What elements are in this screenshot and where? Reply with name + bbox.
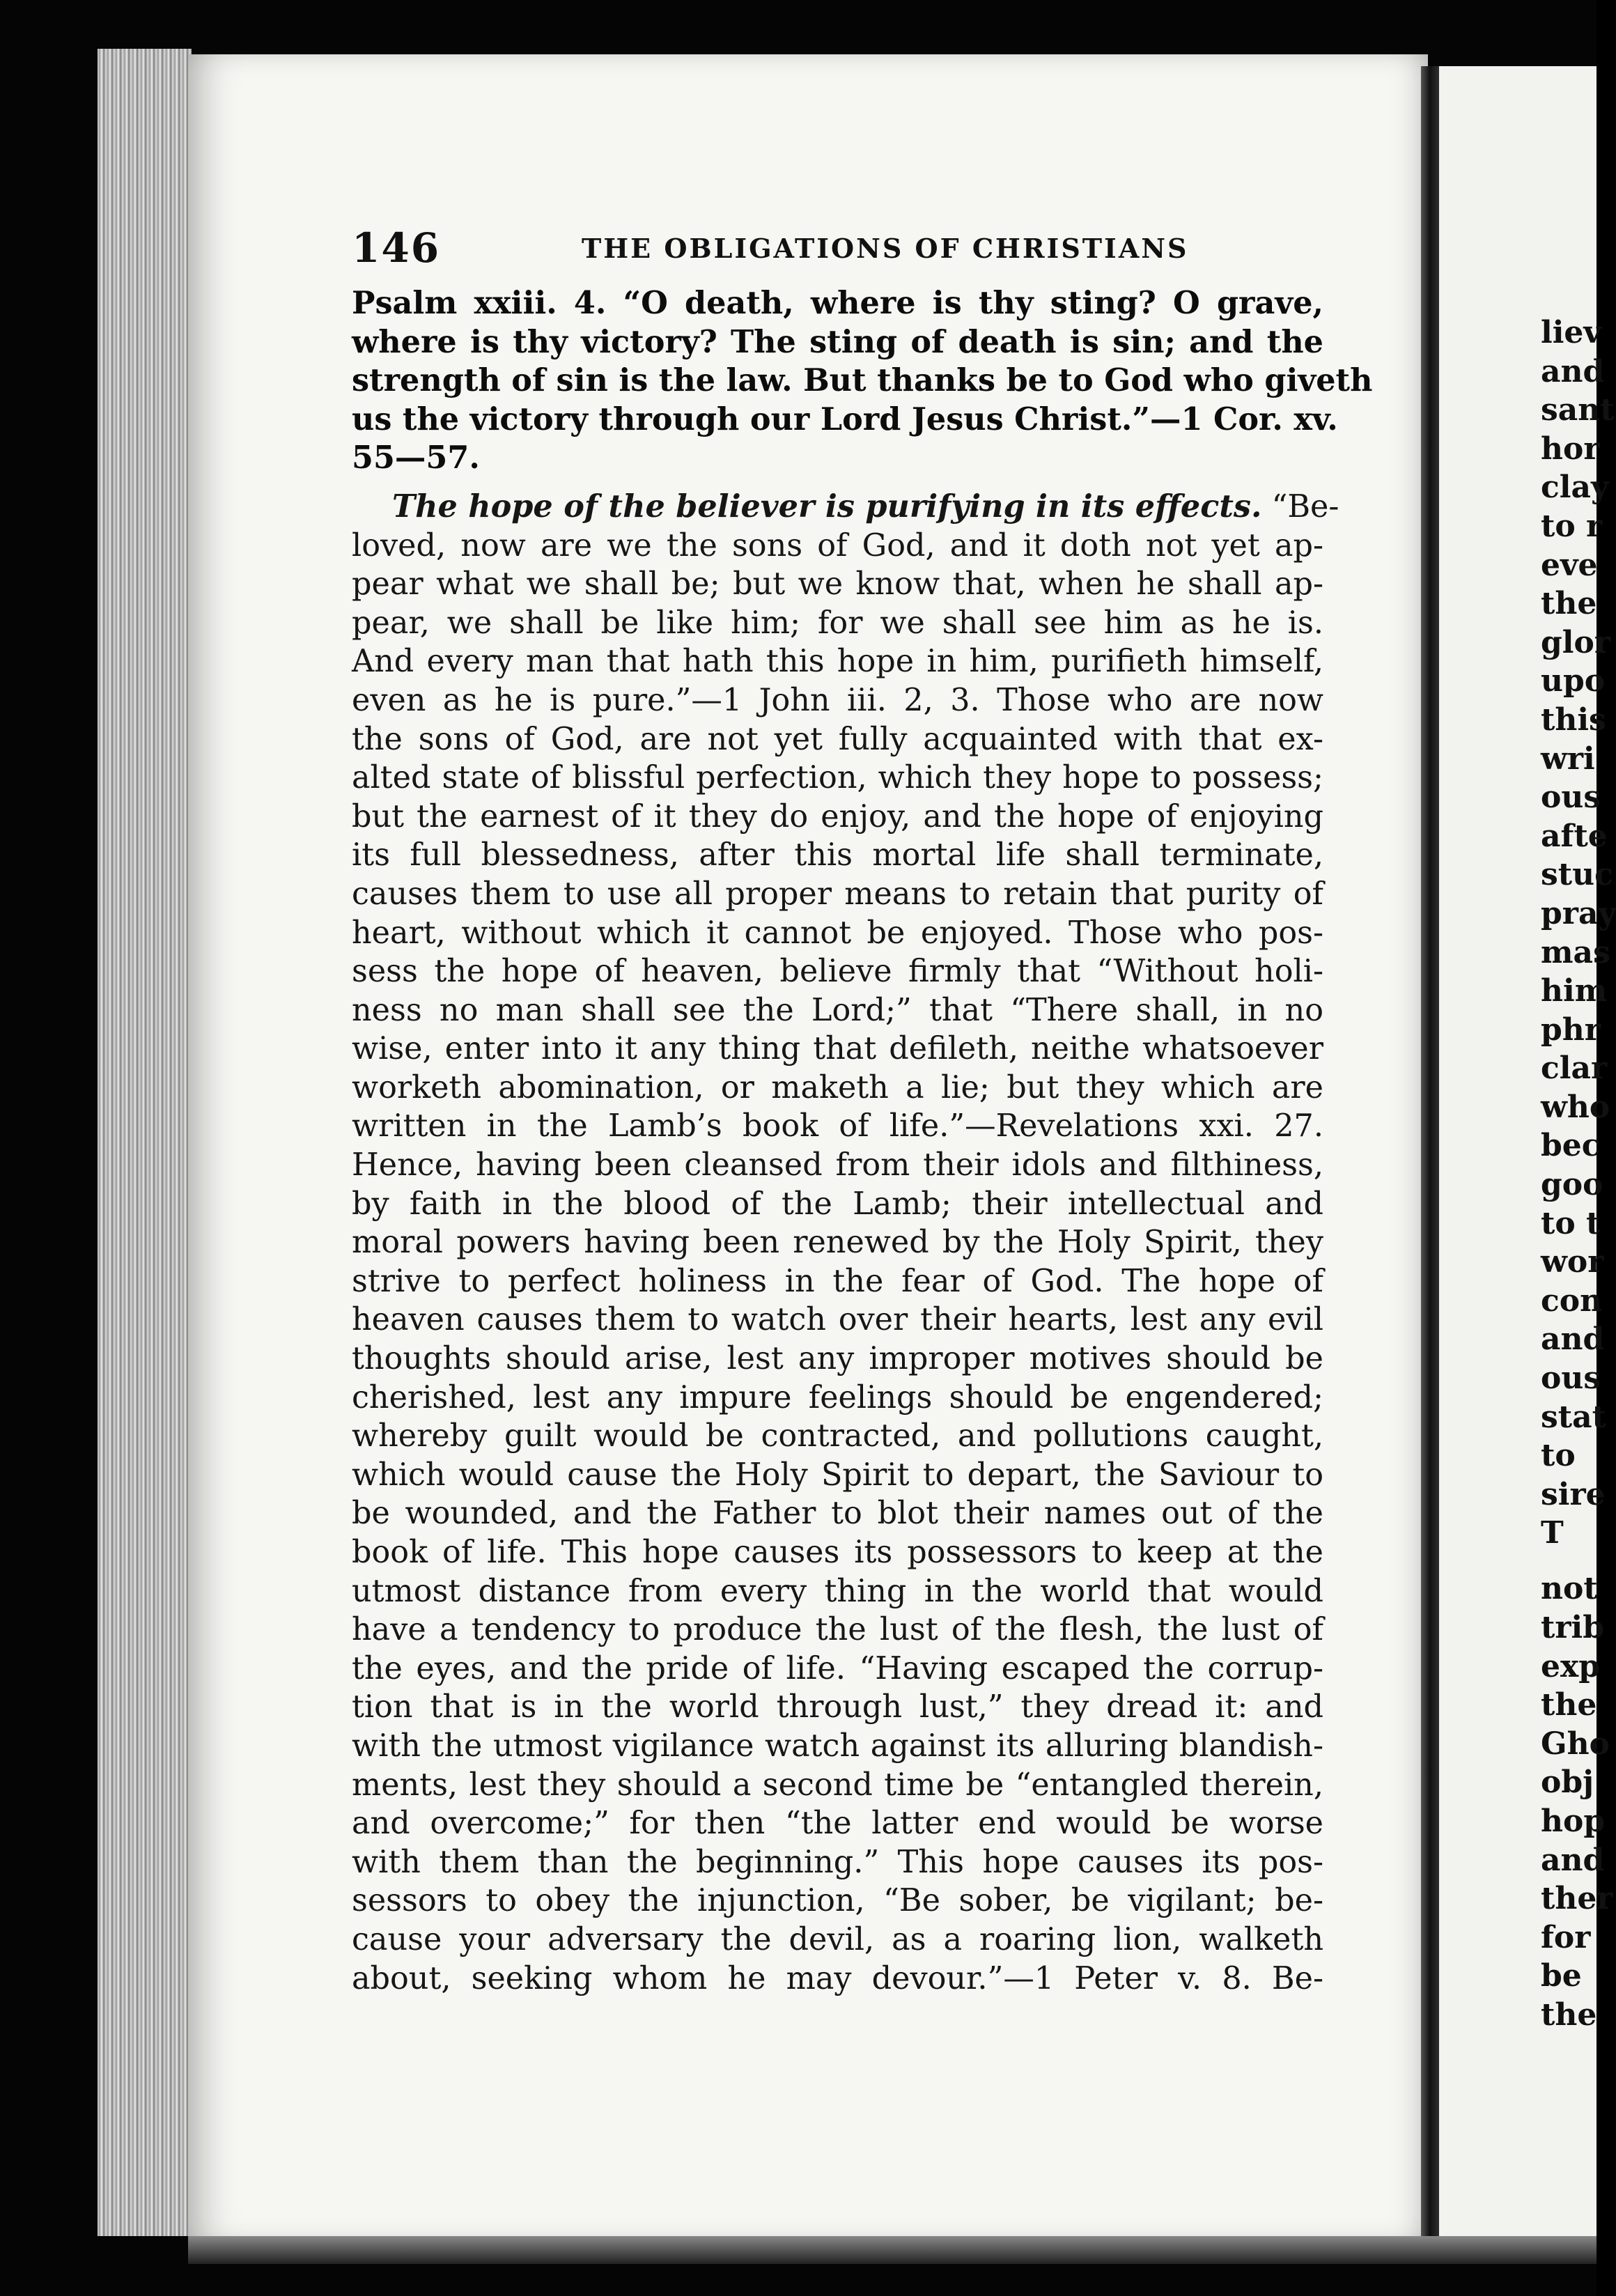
facing-page-fragment: liev xyxy=(1541,315,1601,350)
facing-page-fragment: the xyxy=(1541,586,1597,622)
text-line: by faith in the blood of the Lamb; their intellectual and xyxy=(352,1186,1323,1222)
facing-page-fragment: the xyxy=(1541,1687,1597,1723)
paragraph-first-line-rest: “Be- xyxy=(1271,488,1339,525)
text-line: have a tendency to produce the lust of the flesh, the lust of xyxy=(352,1612,1323,1648)
facing-page-fragment: to xyxy=(1541,1438,1576,1474)
bottom-page-edge xyxy=(188,2236,1596,2264)
opening-quotation xyxy=(352,284,1373,478)
text-line: its full blessedness, after this mortal life shall terminate, xyxy=(352,837,1323,874)
text-line: be wounded, and the Father to blot their names out of the xyxy=(352,1496,1323,1532)
facing-page-fragment: trib xyxy=(1541,1610,1604,1645)
facing-page-fragment: hop xyxy=(1541,1803,1606,1839)
page-number: 146 xyxy=(352,224,441,272)
text-line: about, seeking whom he may devour.”—1 Peter v. 8. Be- xyxy=(352,1960,1323,1996)
facing-page-fragment: this xyxy=(1541,701,1606,738)
text-line: heart, without which it cannot be enjoyed. Those who pos- xyxy=(352,915,1323,951)
facing-page-fragment: to t xyxy=(1541,1205,1601,1241)
facing-page-fragment: clar xyxy=(1541,1050,1608,1087)
facing-page-fragment: glor xyxy=(1541,624,1611,660)
text-line: with them than the beginning.” This hope causes its pos- xyxy=(352,1844,1323,1880)
book-gutter xyxy=(1421,66,1440,2254)
text-line: Psalm xxiii. 4. “O death, where is thy sting? O grave, xyxy=(352,285,1323,321)
page-body xyxy=(352,284,1373,1998)
text-line: And every man that hath this hope in him, purifieth himself, xyxy=(352,644,1323,680)
facing-page-fragment: sire xyxy=(1541,1476,1606,1512)
facing-page-fragment: stuc xyxy=(1541,857,1613,893)
text-line: the eyes, and the pride of life. “Having escaped the corrup- xyxy=(352,1650,1323,1686)
text-line: even as he is pure.”—1 John iii. 2, 3. Those who are now xyxy=(352,682,1323,718)
text-line: loved, now are we the sons of God, and it doth not yet ap- xyxy=(352,527,1323,564)
facing-page-fragment: obj xyxy=(1541,1764,1594,1801)
text-line: alted state of blissful perfection, which they hope to possess; xyxy=(352,760,1323,796)
text-line: heaven causes them to watch over their hearts, lest any evil xyxy=(352,1302,1323,1338)
facing-page-fragment: ous xyxy=(1541,1360,1601,1397)
facing-page-fragment: pray xyxy=(1541,895,1616,931)
text-line: us the victory through our Lord Jesus Christ.”—1 Cor. xv. xyxy=(352,401,1338,437)
facing-page-text xyxy=(1541,313,1616,2035)
text-line: cherished, lest any impure feelings should be engendered; xyxy=(352,1379,1323,1415)
facing-page-fragment: clay xyxy=(1541,470,1609,506)
text-line: sess the hope of heaven, believe firmly that “Without holi- xyxy=(352,954,1323,990)
text-line: ness no man shall see the Lord;” that “There shall, in no xyxy=(352,992,1323,1028)
page-header xyxy=(352,224,1327,272)
text-line: the sons of God, are not yet fully acquainted with that ex- xyxy=(352,721,1323,757)
text-line: book of life. This hope causes its possessors to keep at the xyxy=(352,1535,1323,1570)
facing-page-fragment: and xyxy=(1541,353,1605,389)
facing-page-fragment: upo xyxy=(1541,663,1606,699)
text-line: sessors to obey the injunction, “Be sober, be vigilant; be- xyxy=(352,1883,1323,1919)
text-line: 55—57. xyxy=(352,440,480,476)
facing-page-fragment: wri xyxy=(1541,740,1595,777)
facing-page-fragment: be xyxy=(1541,1958,1582,1994)
text-line: pear what we shall be; but we know that, when he shall ap- xyxy=(352,566,1323,603)
text-line: Hence, having been cleansed from their idols and filthiness, xyxy=(352,1147,1323,1184)
text-line: strength of sin is the law. But thanks be to God who giveth xyxy=(352,362,1373,399)
text-line: wise, enter into it any thing that defileth, neithe whatsoever xyxy=(352,1031,1323,1067)
facing-page-fragment: and xyxy=(1541,1842,1605,1878)
text-line: and overcome;” for then “the latter end would be worse xyxy=(352,1806,1323,1842)
facing-page-fragment: not xyxy=(1541,1571,1598,1607)
facing-page-fragment: eve xyxy=(1541,547,1598,583)
text-line: with the utmost vigilance watch against its alluring blandish- xyxy=(352,1728,1323,1764)
facing-page-fragment: ther xyxy=(1541,1881,1613,1917)
facing-page-fragment: afte xyxy=(1541,818,1608,854)
facing-page-fragment: stat xyxy=(1541,1399,1606,1435)
facing-page-fragment: and xyxy=(1541,1321,1605,1358)
paragraph-first-line xyxy=(352,488,1339,527)
facing-page-fragment: bec xyxy=(1541,1128,1601,1164)
facing-page-fragment: exp xyxy=(1541,1648,1600,1684)
facing-page-fragment: ous xyxy=(1541,779,1601,816)
text-line: whereby guilt would be contracted, and pollutions caught, xyxy=(352,1418,1323,1455)
facing-page-fragment: T xyxy=(1541,1515,1564,1551)
paragraph-lead-emphasis: The hope of the believer is purifying in its effects. xyxy=(392,488,1262,525)
facing-page-fragment: him xyxy=(1541,973,1608,1009)
facing-page-fragment: the xyxy=(1541,1996,1597,2033)
facing-page-fragment: Gho xyxy=(1541,1725,1610,1762)
facing-page-fragment: mas xyxy=(1541,934,1610,970)
text-line: pear, we shall be like him; for we shall see him as he is. xyxy=(352,605,1323,641)
text-line: which would cause the Holy Spirit to depart, the Saviour to xyxy=(352,1457,1323,1493)
text-line: written in the Lamb’s book of life.”—Revelations xxi. 27. xyxy=(352,1108,1323,1145)
text-line: utmost distance from every thing in the world that would xyxy=(352,1573,1323,1609)
running-head: THE OBLIGATIONS OF CHRISTIANS xyxy=(582,233,1189,264)
facing-page-fragment: wor xyxy=(1541,1244,1604,1280)
facing-page-fragment: to r xyxy=(1541,508,1603,544)
facing-page-fragment: for xyxy=(1541,1919,1591,1955)
text-line: cause your adversary the devil, as a roaring lion, walketh xyxy=(352,1921,1323,1957)
text-line: tion that is in the world through lust,” they dread it: and xyxy=(352,1689,1323,1725)
text-line: causes them to use all proper means to retain that purity of xyxy=(352,876,1323,912)
paragraph-purifying-hope xyxy=(352,488,1339,1998)
text-line: strive to perfect holiness in the fear of God. The hope of xyxy=(352,1263,1323,1299)
text-line: moral powers having been renewed by the Holy Spirit, they xyxy=(352,1225,1323,1261)
text-line: worketh abomination, or maketh a lie; but they which are xyxy=(352,1069,1323,1106)
facing-page-fragment: goo xyxy=(1541,1167,1603,1203)
facing-page-fragment: hor xyxy=(1541,430,1600,467)
text-line: ments, lest they should a second time be “entangled therein, xyxy=(352,1767,1323,1803)
facing-page-fragment: phr xyxy=(1541,1011,1601,1048)
text-line: where is thy victory? The sting of death is sin; and the xyxy=(352,323,1323,360)
text-line: but the earnest of it they do enjoy, and the hope of enjoying xyxy=(352,798,1323,835)
facing-page-fragment: sant xyxy=(1541,392,1615,428)
facing-page-fragment: who xyxy=(1541,1089,1610,1125)
page-edge-stack xyxy=(98,49,192,2236)
text-line: thoughts should arise, lest any improper motives should be xyxy=(352,1341,1323,1377)
facing-page-fragment: con xyxy=(1541,1282,1603,1319)
